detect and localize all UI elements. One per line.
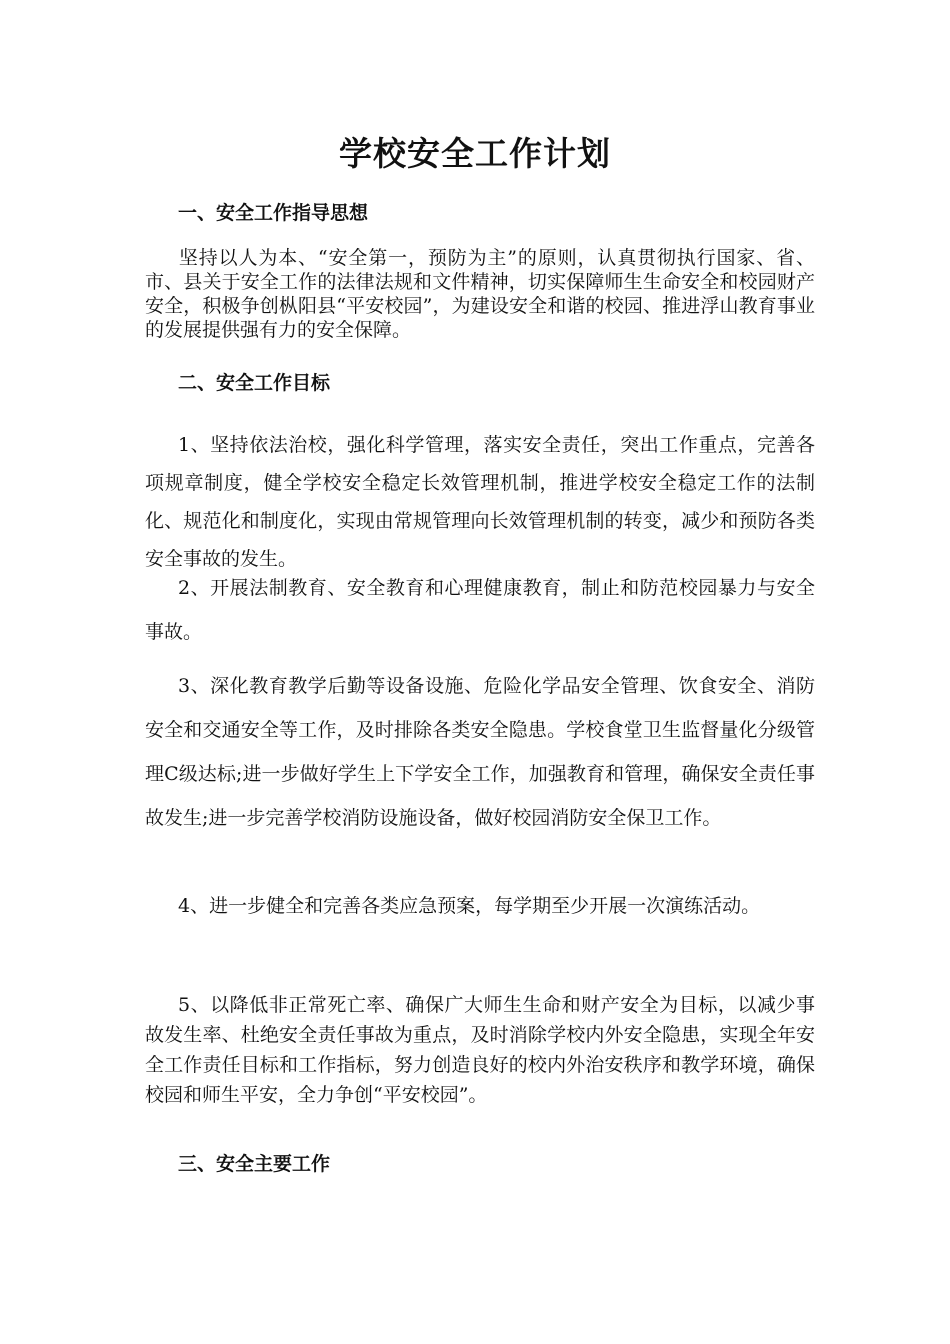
section-heading-main-work: 三、安全主要工作 [178,1153,331,1175]
paragraph-guiding-ideology: 坚持以人为本、“安全第一，预防为主”的原则，认真贯彻执行国家、省、市、县关于安全工作的法律法规和文件精神，切实保障师生生命安全和校园财产安全，积极争创枞阳县“平安校园”，为建设安全和谐的校园、推进浮山教育事业的发展提供强有力的安全保障。 [145,247,815,341]
section-heading-guiding-ideology: 一、安全工作指导思想 [178,202,369,224]
section-heading-work-goals: 二、安全工作目标 [178,372,331,394]
paragraph-goal-4: 4、进一步健全和完善各类应急预案，每学期至少开展一次演练活动。 [178,895,761,917]
paragraph-goal-1: 1、坚持依法治校，强化科学管理，落实安全责任，突出工作重点，完善各项规章制度，健全学校安全稳定长效管理机制，推进学校安全稳定工作的法制化、规范化和制度化，实现由常规管理向长效管理机制的转变，减少和预防各类安全事故的发生。 [145,434,815,570]
paragraph-goal-5: 5、以降低非正常死亡率、确保广大师生生命和财产安全为目标，以减少事故发生率、杜绝安全责任事故为重点，及时消除学校内外安全隐患，实现全年安全工作责任目标和工作指标，努力创造良好的校内外治安秩序和教学环境，确保校园和师生平安，全力争创“平安校园”。 [145,994,815,1106]
paragraph-goal-2: 2、开展法制教育、安全教育和心理健康教育，制止和防范校园暴力与安全事故。 [145,577,815,643]
document-title: 学校安全工作计划 [339,134,611,173]
paragraph-goal-3: 3、深化教育教学后勤等设备设施、危险化学品安全管理、饮食安全、消防安全和交通安全等工作，及时排除各类安全隐患。学校食堂卫生监督量化分级管理C级达标;进一步做好学生上下学安全工作，加强教育和管理，确保安全责任事故发生;进一步完善学校消防设施设备，做好校园消防安全保卫工作。 [145,675,815,829]
